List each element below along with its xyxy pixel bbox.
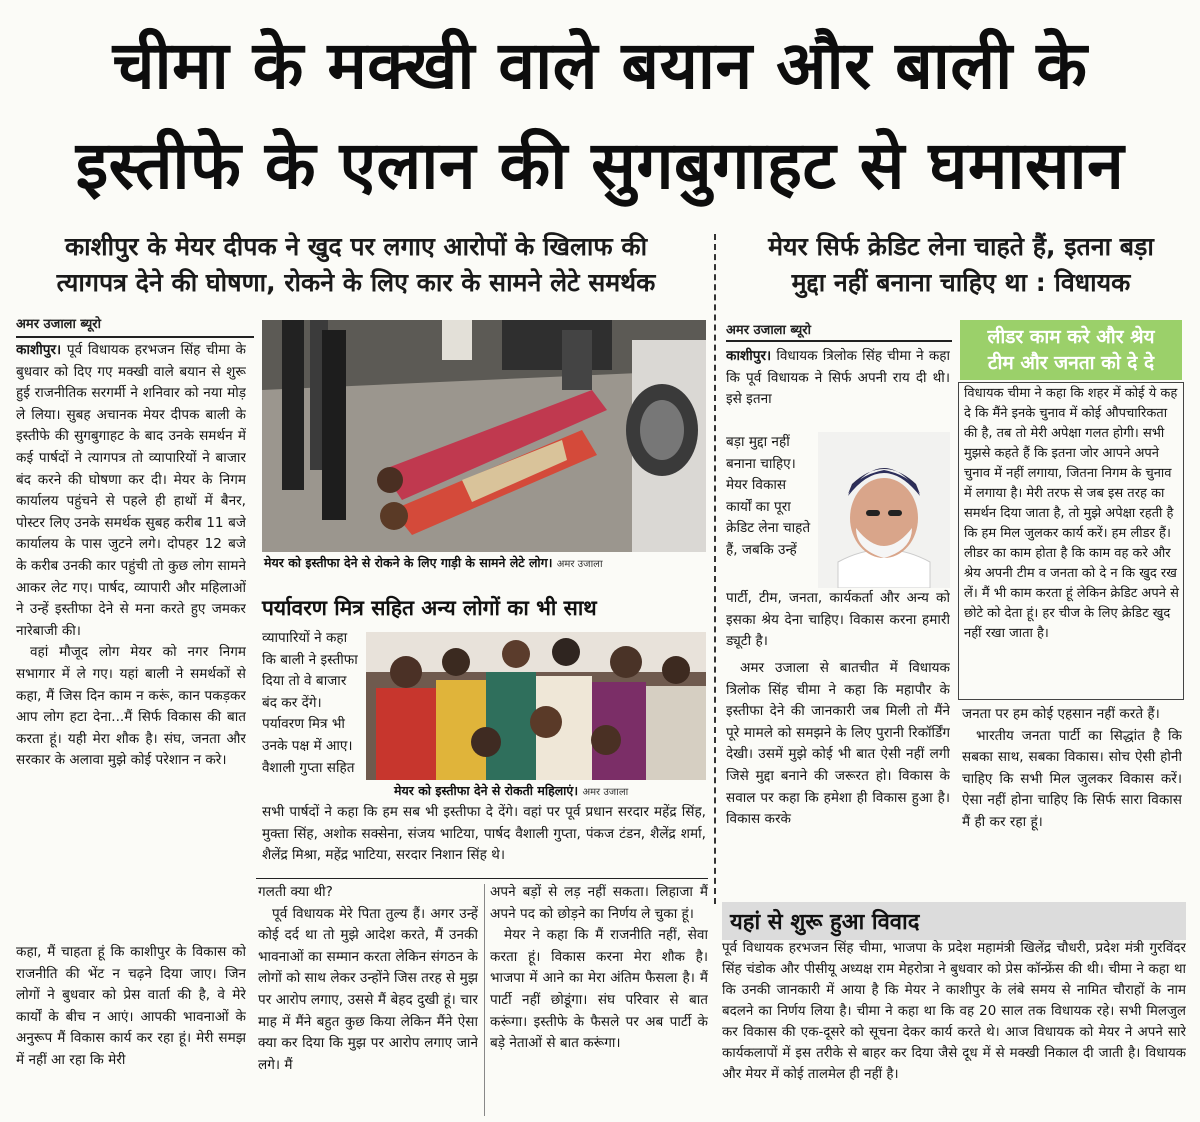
- right-deck-line-2: मुद्दा नहीं बनाना चाहिए था : विधायक: [791, 268, 1131, 297]
- photo-1-caption-text: मेयर को इस्तीफा देने से रोकने के लिए गाड़ी के सामने लेटे लोग।: [264, 555, 553, 570]
- left-col-para-3: कहा, मैं चाहता हूं कि काशीपुर के विकास को राजनीति की भेंट न चढ़ने दिया जाए। जिन लोगों ने बुधवार को प्रेस वार्ता की है, वे मेरे कार्यों के बीच न आएं। आपकी भावनाओं के अनुरूप मैं विकास कार्य कर रहा हूं। मेरी समझ में नहीं आ रहा कि मेरी: [16, 944, 246, 1068]
- left-column-text-bottom: [16, 942, 246, 1118]
- section-rule: [256, 878, 708, 879]
- right-byline-rule: [726, 340, 952, 342]
- middle-col-question: गलती क्या थी?: [258, 884, 333, 900]
- controversy-para: पूर्व विधायक हरभजन सिंह चीमा, भाजपा के प्रदेश महामंत्री खिलेंद्र चौधरी, प्रदेश मंत्री गुरविंदर सिंह चंडोक और पीसीयू अध्यक्ष राम मेहरोत्रा ने बुधवार को प्रेस कॉन्फ्रेंस की थी। चीमा ने कहा था कि उनकी जानकारी में आया है कि मेयर ने काशीपुर के लंबे समय से नामित चौराहों के नाम बदलने का निर्णय लिया है। चीमा ने कहा था कि वह 20 साल तक विधायक रहे। सभी मिलजुल कर विकास की एक-दूसरे को सूचना देकर कार्य करते थे। आज विधायक को मेयर ने अपने सारे कार्यकलापों में इस तरीके से बाहर कर दिया जैसे दूध में से मक्खी निकाल दी जाती है। विधायक और मेयर में कोई तालमेल ही नहीं है।: [722, 941, 1186, 1082]
- headline-line-1: चीमा के मक्खी वाले बयान और बाली के: [112, 27, 1088, 104]
- photo-1-caption: [264, 554, 603, 574]
- right-byline: अमर उजाला ब्यूरो: [726, 323, 811, 338]
- green-pullquote-box: [960, 320, 1182, 380]
- headline-line-2: इस्तीफे के एलान की सुगबुगाहट से घमासान: [75, 127, 1125, 204]
- column-divider: [714, 234, 716, 904]
- right-story-text-top: [726, 346, 950, 432]
- photo-2-credit: अमर उजाला: [582, 787, 629, 798]
- middle-column-divider: [484, 884, 485, 1116]
- left-deck-line-2: त्यागपत्र देने की घोषणा, रोकने के लिए कार के सामने लेटे समर्थक: [56, 268, 656, 297]
- right-most-para-1: जनता पर हम कोई एहसान नहीं करते हैं।: [962, 706, 1160, 722]
- green-pullquote-line-2: टीम और जनता को दे दे: [987, 352, 1155, 374]
- right-dateline: काशीपुर।: [726, 348, 772, 364]
- councillors-text: [262, 802, 706, 874]
- sub-heading-environment-friends: पर्यावरण मित्र सहित अन्य लोगों का भी साथ: [262, 596, 597, 620]
- photo-2-caption-text: मेयर को इस्तीफा देने से रोकती महिलाएं।: [394, 783, 579, 798]
- sidebar-box-text: [964, 384, 1180, 696]
- middle-col-para: पूर्व विधायक मेरे पिता तुल्य हैं। अगर उन्हें कोई दर्द था तो मुझे आदेश करते, मैं उनकी भावनाओं का सम्मान करता लेकिन संगठन के लोगों को साथ लेकर उन्होंने जिस तरह से मुझ पर आरोप लगाए, उससे मैं बेहद दुखी हूं। चार माह में मैंने बहुत कुछ किया लेकिन मैंने ऐसा क्या कर दिया कि मुझ पर आरोप लगाए जाने लगे। मैं: [258, 905, 478, 1073]
- photo-women-stopping-mayor: [366, 632, 706, 780]
- controversy-heading: यहां से शुरू हुआ विवाद: [722, 902, 1186, 940]
- left-byline: अमर उजाला ब्यूरो: [16, 317, 101, 332]
- right-para-1-top: विधायक त्रिलोक सिंह चीमा ने कहा कि पूर्व विधायक ने सिर्फ अपनी राय दी थी। इसे इतना: [726, 348, 950, 408]
- sidebar-box-para: विधायक चीमा ने कहा कि शहर में कोई ये कह दे कि मैंने इनके चुनाव में कोई औपचारिकता की है, तब तो मेरी अपेक्षा गलत होगी। सभी मुझसे कहते हैं कि इतना जोर आपने अपने चुनाव में नहीं लगाया, जितना निगम के चुनाव में लगाया है। मेरी तरफ से जब इस तरह का समर्थन दिया जाता है, तो मुझे अपेक्षा रहती है कि हम मिल जुलकर कार्य करें। हम लीडर हैं। लीडर का काम होता है कि काम वह करे और श्रेय अपनी टीम व जनता को दे न कि खुद रख लें। मैं भी काम करता हूं लेकिन क्रेडिट अपने से छोटे को देता हूं। हर चीज के लिए क्रेडिट खुद नहीं रखा जाता है।: [964, 386, 1179, 641]
- controversy-text: [722, 938, 1186, 1118]
- left-dateline: काशीपुर।: [16, 342, 62, 358]
- green-pullquote-line-1: लीडर काम करे और श्रेय: [987, 326, 1155, 348]
- byline-rule: [16, 336, 254, 338]
- photo-mla-portrait: [818, 432, 950, 588]
- right-story-text-2: [726, 658, 950, 884]
- right-lower-column-text: [490, 882, 708, 1118]
- middle-column-text: [258, 882, 478, 1118]
- photo-2-caption: [394, 782, 628, 802]
- col3-para-2: मेयर ने कहा कि मैं राजनीति नहीं, सेवा करता हूं। विकास करना मेरा शौक है। भाजपा में आने का मेरा अंतिम फैसला है। मैं पार्टी नहीं छोडूंगा। संघ परिवार से बात करूंगा। इस्तीफे के फैसले पर अब पार्टी के बड़े नेताओं से बात करूंगा।: [490, 927, 708, 1052]
- photo-supporters-lying: [262, 320, 706, 552]
- photo-1-credit: अमर उजाला: [556, 559, 603, 570]
- right-story-text-bottom: [726, 588, 950, 658]
- right-para-2: अमर उजाला से बातचीत में विधायक त्रिलोक सिंह चीमा ने कहा कि महापौर के इस्तीफा देने की जानकारी जब मिली तो मैंने पूरे मामले को समझने के लिए पुरानी रिकॉर्डिंग देखी। उसमें मुझे कोई भी बात ऐसी नहीं लगी जिसे मुद्दा बनाने की जरूरत हो। विकास के सवाल पर कहा कि हमेशा ही विकास हुआ है। विकास करके: [726, 660, 950, 828]
- right-para-1-wrap: बड़ा मुद्दा नहीं बनाना चाहिए। मेयर विकास कार्यों का पूरा क्रेडिट लेना चाहते हैं, जबकि उन्हें: [726, 434, 811, 558]
- side-text-para: व्यापारियों ने कहा कि बाली ने इस्तीफा दिया तो वे बाजार बंद कर देंगे। पर्यावरण मित्र भी उनके पक्ष में आए। वैशाली गुप्ता सहित: [262, 630, 358, 776]
- left-column-text: [16, 340, 246, 906]
- right-most-column-text: [962, 704, 1182, 880]
- councillors-para: सभी पार्षदों ने कहा कि हम सब भी इस्तीफा दे देंगे। वहां पर पूर्व प्रधान सरदार महेंद्र सिंह, मुक्ता सिंह, अशोक सक्सेना, संजय भाटिया, पार्षद वैशाली गुप्ता, पंकज टंडन, शैलेंद्र शर्मा, शैलेंद्र मिश्रा, महेंद्र भाटिया, सरदार निशान सिंह थे।: [262, 804, 706, 864]
- col3-para-1: अपने बड़ों से लड़ नहीं सकता। लिहाजा मैं अपने पद को छोड़ने का निर्णय ले चुका हूं।: [490, 884, 708, 922]
- left-col-para-1: पूर्व विधायक हरभजन सिंह चीमा के बुधवार को दिए गए मक्खी वाले बयान से शुरू हुई राजनीतिक सरगर्मी ने शनिवार को नया मोड़ ले लिया। सुबह अचानक मेयर दीपक बाली के इस्तीफे की सुगबुगाहट के बाद उनके समर्थन में कई पार्षदों ने त्यागपत्र तो व्यापारियों ने बाजार बंद करने की घोषणा कर दी। मेयर के निगम कार्यालय पहुंचने से पहले ही हाथों में बैनर, पोस्टर लिए उनके समर्थक सुबह करीब 11 बजे कार्यालय के पास जुटने लगे। दोपहर 12 बजे के करीब उनकी कार पहुंची तो कुछ लोग सामने आकर लेट गए। पार्षद, व्यापारी और महिलाओं ने उन्हें इस्तीफा देने से मना करते हुए जमकर नारेबाजी की।: [16, 342, 246, 639]
- right-para-1-bottom: पार्टी, टीम, जनता, कार्यकर्ता और अन्य को इसका श्रेय देना चाहिए। विकास करना हमारी ड्यूटी है।: [726, 590, 950, 650]
- right-most-para-2: भारतीय जनता पार्टी का सिद्धांत है कि सबका साथ, सबका विकास। सोच ऐसी होनी चाहिए कि सभी मिल जुलकर विकास करें। ऐसा नहीं होना चाहिए कि सिर्फ सारा विकास मैं ही कर रहा हूं।: [962, 727, 1182, 830]
- left-deck-line-1: काशीपुर के मेयर दीपक ने खुद पर लगाए आरोपों के खिलाफ की: [64, 232, 648, 261]
- right-story-text-wrap: [726, 432, 814, 588]
- left-col-para-2: वहां मौजूद लोग मेयर को नगर निगम सभागार में ले गए। यहां बाली ने समर्थकों से कहा, मैं जिस दिन काम न करूं, कान पकड़कर आप लोग हटा देना...मैं सिर्फ विकास की बात करता हूं। यही मेरा शौक है। संघ, जनता और सरकार के अलावा मुझे कोई परेशान न करे।: [16, 644, 246, 769]
- right-deck-line-1: मेयर सिर्फ क्रेडिट लेना चाहते हैं, इतना बड़ा: [768, 232, 1154, 261]
